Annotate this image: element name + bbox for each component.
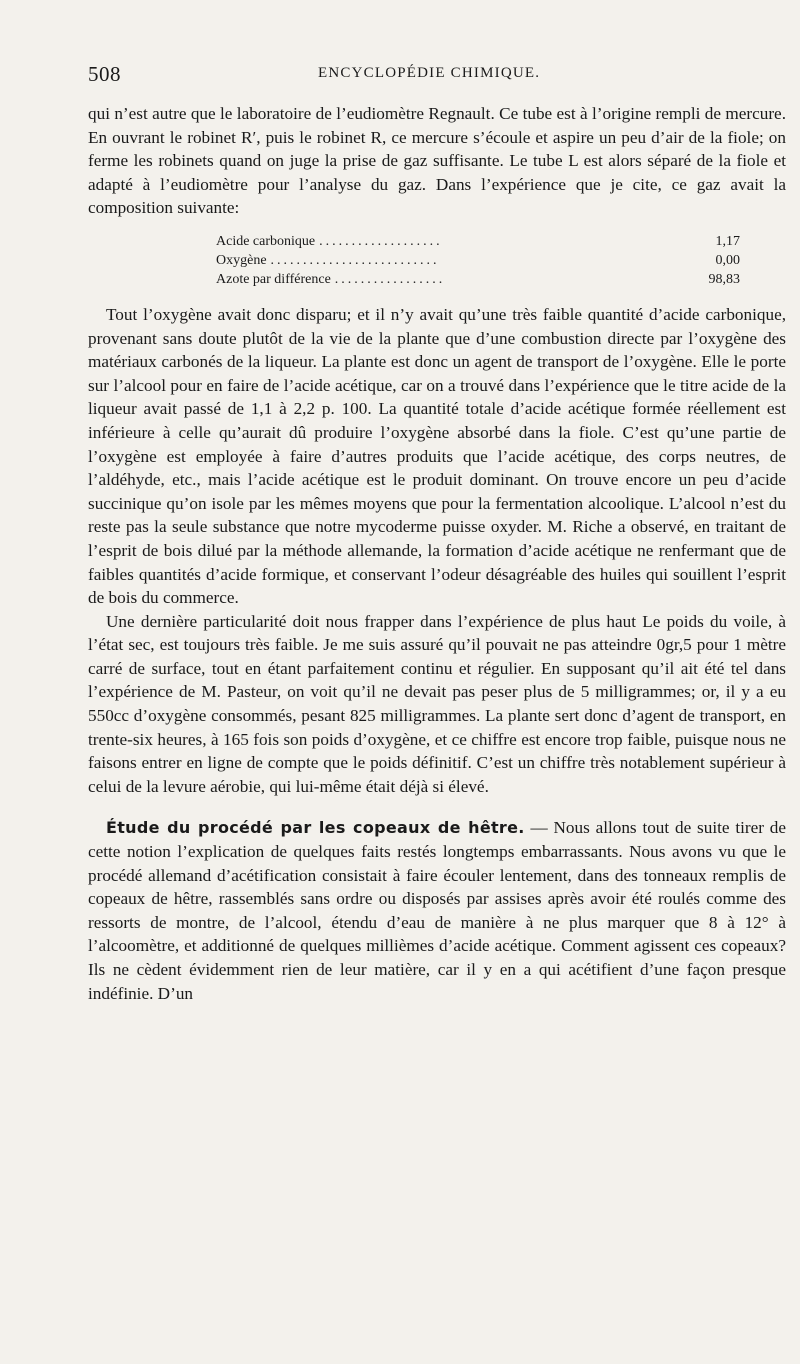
- composition-value: 98,83: [708, 271, 740, 287]
- composition-label: Azote par différence: [216, 271, 331, 287]
- composition-row: [216, 232, 740, 251]
- paragraph-beech-shavings: [88, 816, 786, 1005]
- page-number: 508: [88, 62, 121, 86]
- dot-leader: ...................: [319, 233, 443, 249]
- running-head: ENCYCLOPÉDIE CHIMIQUE.: [318, 65, 541, 81]
- section-heading: Étude du procédé par les copeaux de hêtre.: [106, 818, 525, 838]
- paragraph-oxygen-transport: Tout l’oxygène avait donc disparu; et il n’y avait qu’une très faible quantité d’acide carbonique, provenant sans doute plutôt de la vie de la plante que d’une combustion directe par l’oxygène des matériaux carbonés de la liqueur. La plante est donc un agent de transport de l’oxygène. Elle le porte sur l’alcool pour en faire de l’acide acétique, car on a trouvé dans l’expérience que le titre acide de la liqueur avait passé de 1,1 à 2,2 p. 100. La quantité totale d’acide acétique formée réellement est inférieure à celle qu’aurait dû produire l’oxygène absorbé dans la fiole. C’est qu’une partie de l’oxygène est employée à faire d’autres produits que l’acide acétique, des corps neutres, de l’aldéhyde, etc., mais l’acide acétique est le produit dominant. On trouve encore un peu d’acide succinique qu’on isole par les mêmes moyens que pour la fermentation alcoolique. L’alcool n’est du reste pas la seule substance que notre mycoderme puisse oxyder. M. Riche a observé, en traitant de l’esprit de bois dilué par la méthode allemande, la formation d’acide acétique ne renfermant que de faibles quantités d’acide formique, et conservant l’odeur désagréable des huiles qui souillent l’esprit de bois du commerce.: [88, 304, 786, 608]
- composition-value: 1,17: [715, 233, 740, 249]
- composition-label: Acide carbonique: [216, 233, 316, 249]
- composition-row: [216, 251, 740, 270]
- dot-leader: .................: [334, 271, 446, 287]
- paragraph-eudiometer: qui n’est autre que le laboratoire de l’eudiomètre Regnault. Ce tube est à l’origine rempli de mercure. En ouvrant le robinet R′, puis le robinet R, ce mercure s’écoule et aspire un peu d’air de la fiole; on ferme les robinets quand on juge la prise de gaz suffisante. Le tube L est alors séparé de la fiole et adapté à l’eudiomètre pour l’analyse du gaz. Dans l’expérience que je cite, ce gaz avait la composition suivante:: [88, 104, 786, 218]
- composition-label: Oxygène: [216, 252, 267, 268]
- dot-leader: ..........................: [270, 252, 440, 268]
- composition-value: 0,00: [715, 252, 740, 268]
- gas-composition-table: [216, 232, 740, 289]
- section-body: — Nous allons tout de suite tirer de cette notion l’explication de quelques faits restés longtemps embarrassants. Nous avons vu que le procédé allemand d’acétification consistait à faire écouler lentement, dans des tonneaux remplis de copeaux de hêtre, rassemblés sans ordre ou disposés par assises après avoir été roulés comme des ressorts de montre, de l’alcool, étendu d’eau de manière à ne plus marquer que 8 à 12° à l’alcoomètre, et additionné de quelques millièmes d’acide acétique. Comment agissent ces copeaux? Ils ne cèdent évidemment rien de leur matière, car il y en a qui acétifient d’une façon presque indéfinie. D’un: [88, 818, 786, 1003]
- page-header: [88, 62, 786, 88]
- paragraph-veil-weight: Une dernière particularité doit nous frapper dans l’expérience de plus haut Le poids du voile, à l’état sec, est toujours très faible. Je me suis assuré qu’il pouvait ne pas atteindre 0gr,5 pour 1 mètre carré de surface, tout en étant parfaitement continu et régulier. En supposant qu’il ait été tel dans l’expérience de M. Pasteur, on voit qu’il ne devait pas peser plus de 5 milligrammes; or, il y a eu 550cc d’oxygène consommés, pesant 825 milligrammes. La plante sert donc d’agent de transport, en trente-six heures, à 165 fois son poids d’oxygène, et ce chiffre est encore trop faible, puisque nous ne faisons entrer en ligne de compte que le poids définitif. C’est un chiffre très notablement supérieur à celui de la levure aérobie, qui lui-même était déjà si élevé.: [88, 611, 786, 796]
- composition-row: [216, 270, 740, 289]
